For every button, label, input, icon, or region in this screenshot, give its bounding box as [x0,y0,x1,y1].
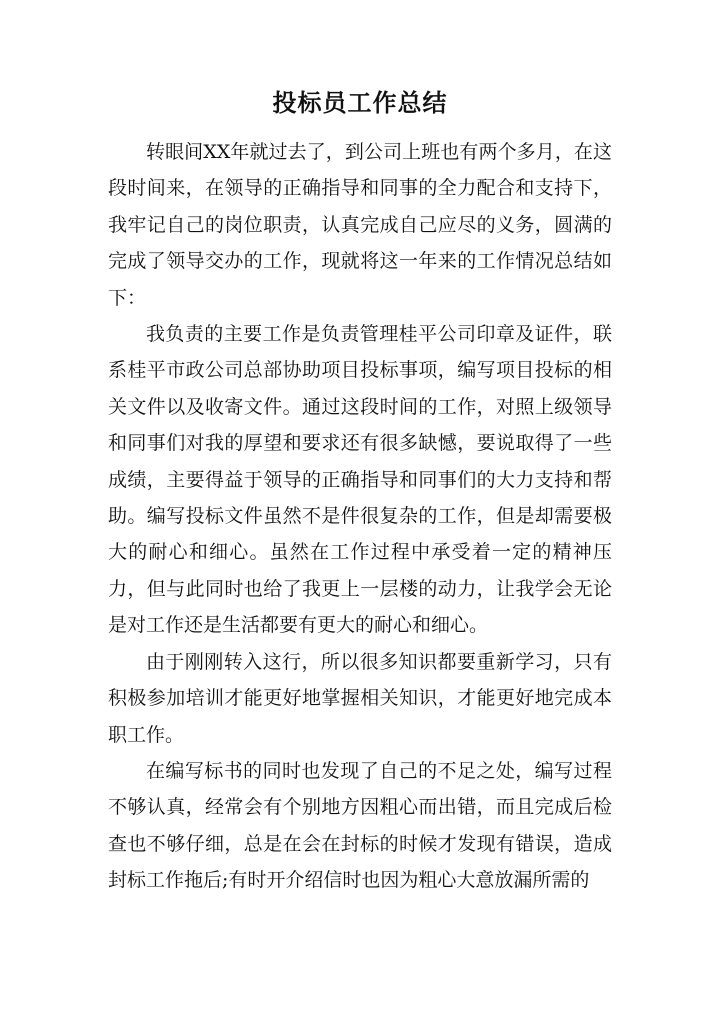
paragraph-responsibilities: 我负责的主要工作是负责管理桂平公司印章及证件，联系桂平市政公司总部协助项目投标事项，编写项目投标的相关文件以及收寄文件。通过这段时间的工作，对照上级领导和同事们对我的厚望和要求还有很多缺憾，要说取得了一些成绩，主要得益于领导的正确指导和同事们的大力支持和帮助。编写投标文件虽然不是件很复杂的工作，但是却需要极大的耐心和细心。虽然在工作过程中承受着一定的精神压力，但与此同时也给了我更上一层楼的动力，让我学会无论是对工作还是生活都要有更大的耐心和细心。 [108,323,612,637]
paragraph-shortcomings: 在编写标书的同时也发现了自己的不足之处，编写过程不够认真，经常会有个别地方因粗心而出错，而且完成后检查也不够仔细，总是在会在封标的时候才发现有错误，造成封标工作拖后;有时开介绍信时也因为粗心大意放漏所需的 [108,759,612,892]
document-title: 投标员工作总结 [272,88,448,117]
paragraph-learning: 由于刚刚转入这行，所以很多知识都要重新学习，只有积极参加培训才能更好地掌握相关知识，才能更好地完成本职工作。 [108,650,612,746]
paragraph-intro: 转眼间XX年就过去了，到公司上班也有两个多月，在这段时间来，在领导的正确指导和同事的全力配合和支持下，我牢记自己的岗位职责，认真完成自己应尽的义务，圆满的完成了领导交办的工作，现就将这一年来的工作情况总结如下： [108,141,612,309]
document-page [108,86,612,899]
